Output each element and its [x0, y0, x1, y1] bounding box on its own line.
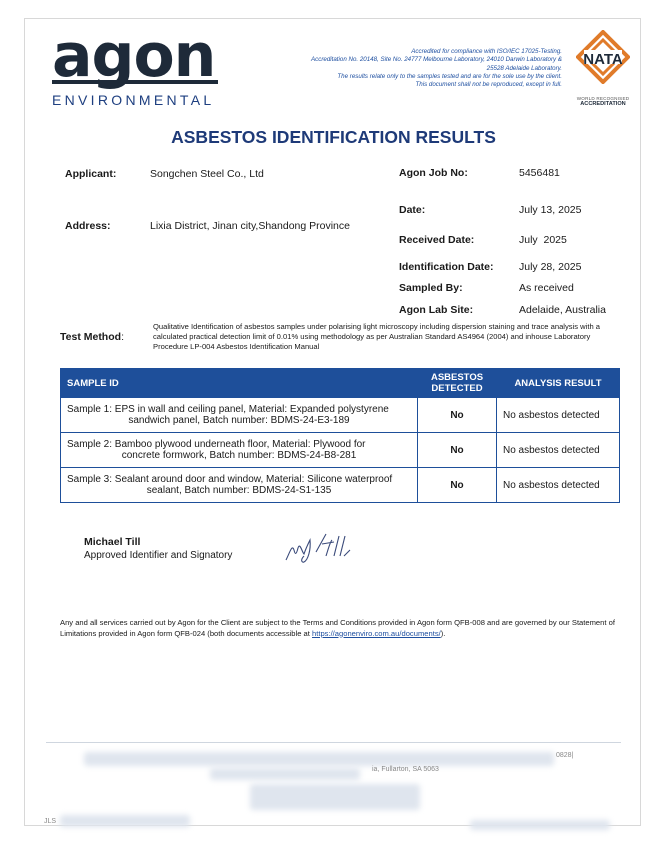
method-label	[60, 331, 124, 343]
identification-label: Identification Date:	[399, 261, 494, 273]
lab-value: Adelaide, Australia	[519, 304, 606, 316]
logo-word: agon	[52, 21, 216, 91]
header-sample-id: SAMPLE ID	[61, 369, 418, 398]
sample-line: Sample 3: Sealant around door and window, Material: Silicone waterproof	[67, 474, 393, 485]
sample-line: Sample 2: Bamboo plywood underneath floor, Material: Plywood for	[67, 439, 366, 450]
job-label: Agon Job No:	[399, 167, 468, 179]
sample-line: sealant, Batch number: BDMS-24-S1-135	[146, 485, 332, 496]
applicant-value: Songchen Steel Co., Ltd	[150, 168, 264, 180]
signatory-name: Michael Till	[84, 536, 141, 548]
address-value: Lixia District, Jinan city,Shandong Province	[150, 220, 350, 232]
sample-line: concrete formwork, Batch number: BDMS-24-B8-281	[121, 450, 357, 461]
blurred-footer-block	[250, 784, 420, 810]
agon-logo	[52, 21, 218, 108]
result-cell: No asbestos detected	[497, 398, 620, 433]
signature-image	[282, 530, 362, 566]
blurred-footer-block	[470, 820, 610, 830]
method-label-text: Test Method	[60, 331, 122, 343]
accreditation-statement	[262, 48, 562, 89]
nata-subtitle: WORLD RECOGNISED	[576, 96, 630, 101]
results-table	[60, 368, 620, 503]
received-value: July 2025	[519, 234, 567, 246]
blurred-footer-block	[210, 768, 360, 780]
sampled-label: Sampled By:	[399, 282, 463, 294]
accreditation-line: This document shall not be reproduced, except in full.	[415, 81, 562, 89]
address-label: Address:	[65, 220, 111, 232]
blurred-footer-block	[84, 752, 554, 766]
header-analysis-result: ANALYSIS RESULT	[497, 369, 620, 398]
received-label: Received Date:	[399, 234, 475, 246]
detected-cell: No	[418, 433, 497, 468]
sample-line: Sample 1: EPS in wall and ceiling panel, Material: Expanded polystyrene	[67, 404, 389, 415]
identification-value: July 28, 2025	[519, 261, 582, 273]
table-row	[61, 398, 620, 433]
accreditation-line: Accreditation No. 20148, Site No. 24777 Melbourne Laboratory, 24010 Darwin Laboratory &	[311, 56, 562, 64]
date-value: July 13, 2025	[519, 204, 582, 216]
footer-fragment: JLS	[44, 818, 57, 825]
blurred-footer-block	[60, 815, 190, 827]
detected-cell: No	[418, 468, 497, 503]
signatory-role: Approved Identifier and Signatory	[84, 550, 233, 561]
sample-cell	[61, 433, 418, 468]
terms-text: Any and all services carried out by Agon for the Client are subject to the Terms and Conditions provided in Agon form QFB-008 and are governed by our Statement of Limitations provided in Agon form QFB-024 (both documents accessible at	[60, 618, 615, 638]
result-cell: No asbestos detected	[497, 433, 620, 468]
logo-subtitle: ENVIRONMENTAL	[52, 92, 215, 108]
accreditation-line: Accredited for compliance with ISO/IEC 17025-Testing.	[411, 48, 562, 55]
documents-link[interactable]: https://agonenviro.com.au/documents/	[312, 628, 441, 638]
sample-cell	[61, 398, 418, 433]
applicant-label: Applicant:	[65, 168, 117, 180]
nata-logo	[572, 30, 634, 107]
accreditation-line: The results relate only to the samples tested and are for the sole use by the client.	[337, 72, 562, 80]
footer-fragment: 0828|	[556, 752, 574, 759]
terms-statement	[60, 618, 620, 639]
sampled-value: As received	[519, 282, 574, 294]
method-value: Qualitative Identification of asbestos samples under polarising light microscopy including dispersion staining and trace analysis with a calculated practical detection limit of 0.01% using methodology as per Australian Standard AS4964 (2004) and inhouse Laboratory Procedure LP-004 Asbestos Identification Manual	[153, 322, 601, 351]
detected-cell: No	[418, 398, 497, 433]
header-asbestos-detected: ASBESTOS DETECTED	[418, 369, 497, 398]
sample-cell	[61, 468, 418, 503]
footer-fragment: ia, Fullarton, SA 5063	[372, 766, 439, 773]
table-row	[61, 433, 620, 468]
accreditation-line: 25528 Adelaide Laboratory.	[486, 64, 562, 72]
page-title: ASBESTOS IDENTIFICATION RESULTS	[171, 127, 496, 147]
table-header-row	[61, 369, 620, 398]
footer-divider	[46, 742, 621, 743]
nata-word: NATA	[583, 51, 623, 68]
method-colon: :	[121, 331, 124, 343]
date-label: Date:	[399, 204, 426, 216]
sample-line: sandwich panel, Batch number: BDMS-24-E3-189	[128, 415, 350, 426]
terms-end: ).	[440, 628, 446, 638]
nata-subtitle-bold: ACCREDITATION	[580, 101, 626, 107]
job-value: 5456481	[519, 167, 560, 179]
lab-label: Agon Lab Site:	[399, 304, 474, 316]
table-row	[61, 468, 620, 503]
result-cell: No asbestos detected	[497, 468, 620, 503]
